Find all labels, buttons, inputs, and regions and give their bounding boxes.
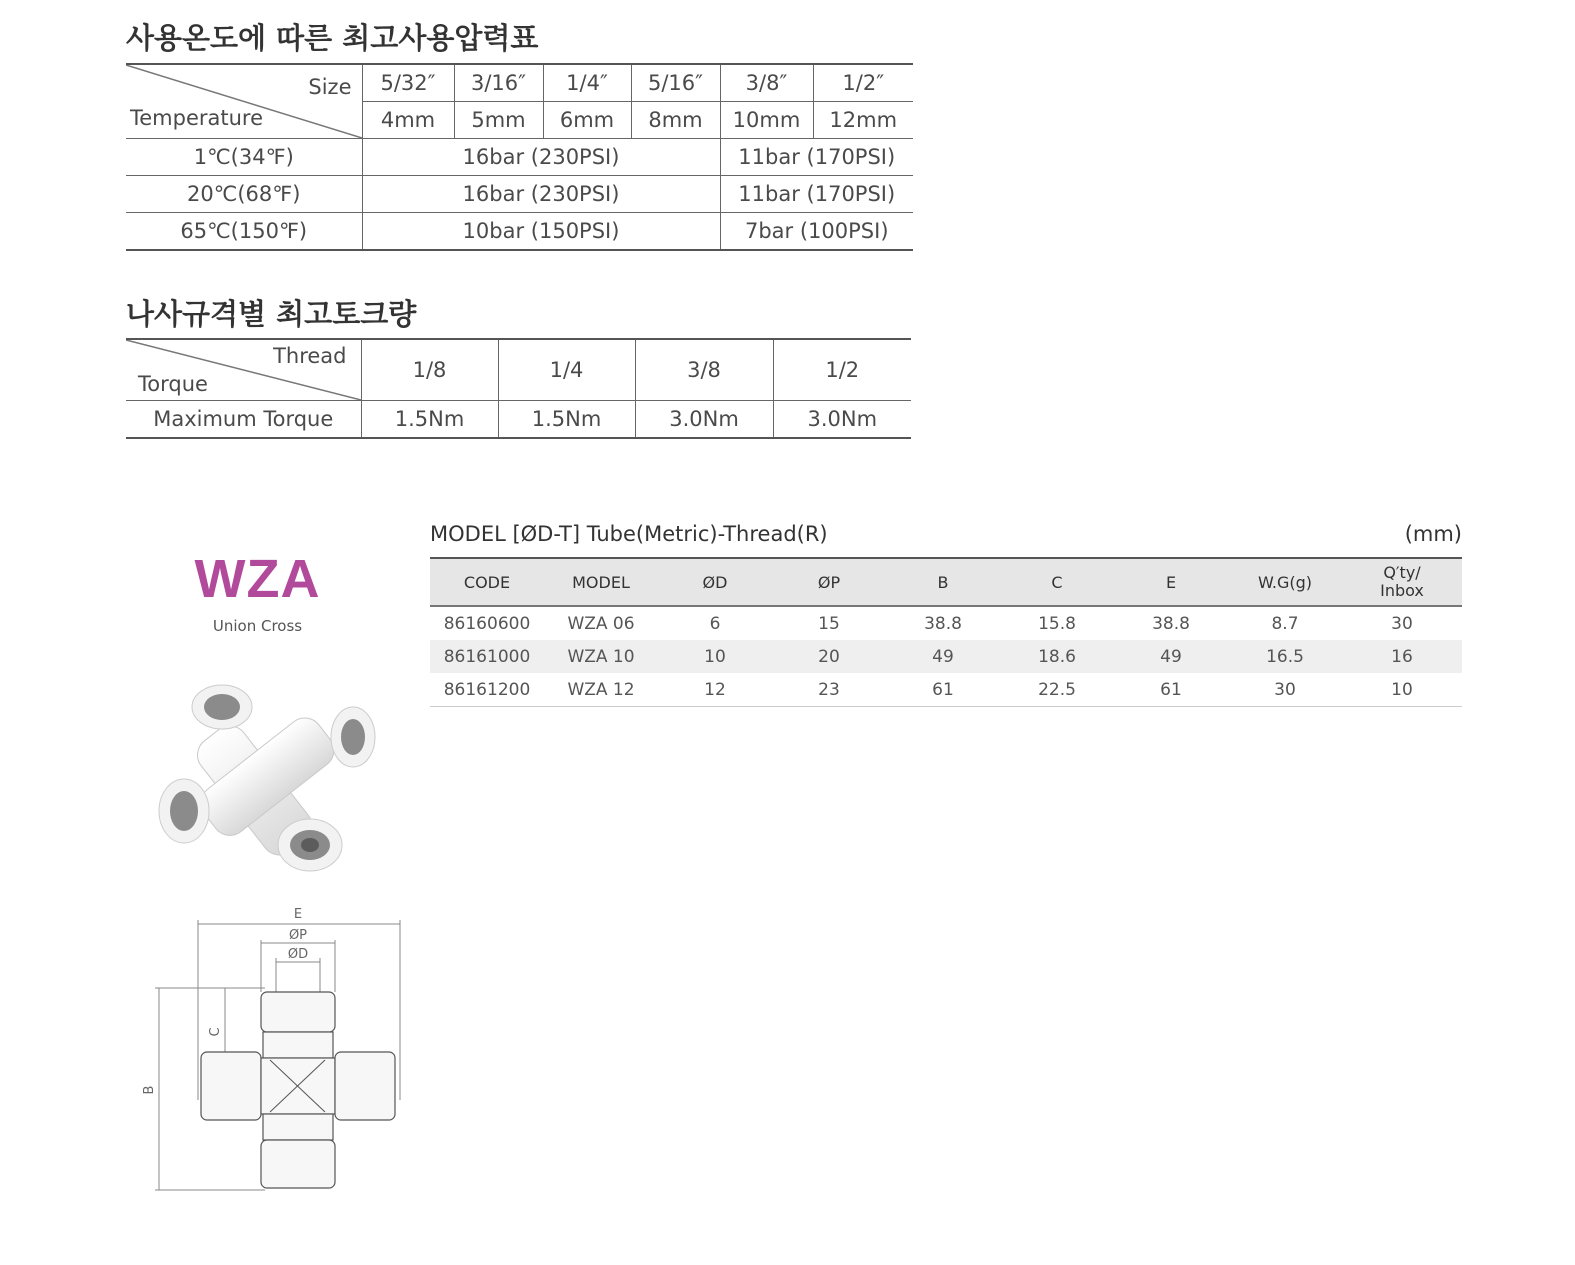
dim-d-label: ØD [287,947,309,962]
mm-size-cell: 10mm [720,102,813,139]
max-torque-label: Maximum Torque [126,401,361,439]
op-cell: 15 [818,613,840,634]
weight-cell: 16.5 [1228,640,1342,673]
qty-cell: 16 [1342,640,1462,673]
mm-size-cell: 6mm [543,102,631,139]
temperature-cell: 65℃(150℉) [126,213,362,251]
e-cell: 49 [1114,640,1228,673]
pressure-small-cell: 16bar (230PSI) [362,139,720,176]
table-row [430,673,1462,707]
model-caption: MODEL [ØD-T] Tube(Metric)-Thread(R) [430,522,828,546]
inch-size-cell: 1/2″ [813,64,913,102]
header-weight: W.G(g) [1228,558,1342,606]
code-cell: 86161000 [430,640,544,673]
c-cell: 18.6 [1000,640,1114,673]
spec-header-row [430,558,1462,606]
product-name: WZA [194,549,321,609]
torque-value-cell: 1.5Nm [361,401,498,439]
b-cell: 49 [886,640,1000,673]
torque-table-title: 나사규격별 최고토크량 [126,297,417,331]
weight-cell: 30 [1228,673,1342,707]
e-cell: 61 [1114,673,1228,707]
od-cell: 12 [658,673,772,707]
pressure-row [126,139,913,176]
header-model: MODEL [544,558,658,606]
mm-size-cell: 12mm [813,102,913,139]
pressure-corner-cell [126,64,362,139]
torque-corner-cell [126,339,361,401]
inch-size-cell: 5/16″ [631,64,720,102]
inch-size-cell: 5/32″ [362,64,454,102]
torque-value-cell: 1.5Nm [498,401,635,439]
model-cell: WZA 06 [567,613,635,634]
header-qty [1342,558,1462,606]
dim-p-label: ØP [288,928,308,943]
product-subtitle: Union Cross [212,617,303,635]
temperature-cell: 20℃(68℉) [126,176,362,213]
temperature-label: Temperature [130,106,264,130]
torque-label: Torque [138,372,208,396]
header-qty-line2: Inbox [1380,581,1424,600]
pressure-large-cell: 11bar (170PSI) [720,176,913,213]
pressure-table-title: 사용온도에 따른 최고사용압력표 [126,21,539,55]
pressure-small-cell: 16bar (230PSI) [362,176,720,213]
c-cell: 22.5 [1000,673,1114,707]
dim-b-label: B [142,1085,157,1095]
mm-size-cell: 8mm [631,102,720,139]
size-label: Size [308,75,352,99]
table-row [430,606,1462,640]
inch-size-cell: 1/4″ [543,64,631,102]
code-cell: 86161200 [430,673,544,707]
thread-cell: 3/8 [635,339,773,401]
torque-value-cell: 3.0Nm [773,401,911,439]
pressure-row [126,176,913,213]
dimension-drawing [135,900,415,1200]
od-cell: 6 [709,613,721,634]
thread-cell: 1/2 [773,339,911,401]
e-cell: 38.8 [1152,613,1190,634]
header-code: CODE [430,558,544,606]
header-op: ØP [772,558,886,606]
thread-cell: 1/8 [361,339,498,401]
thread-label: Thread [273,344,347,368]
thread-cell: 1/4 [498,339,635,401]
model-cell: WZA 10 [544,640,658,673]
op-cell: 20 [772,640,886,673]
union-cross-photo [150,675,385,880]
table-row [430,640,1462,673]
c-cell: 15.8 [1038,613,1076,634]
b-cell: 38.8 [924,613,962,634]
model-cell: WZA 12 [544,673,658,707]
od-cell: 10 [658,640,772,673]
qty-cell: 10 [1342,673,1462,707]
header-qty-line1: Q′ty/ [1383,563,1421,582]
qty-cell: 30 [1391,613,1413,634]
spec-table [430,557,1462,707]
pressure-row [126,213,913,251]
torque-value-cell: 3.0Nm [635,401,773,439]
dim-e-label: E [293,907,303,922]
pressure-large-cell: 11bar (170PSI) [720,139,913,176]
unit-caption: (mm) [1404,522,1462,546]
b-cell: 61 [886,673,1000,707]
code-cell: 86160600 [443,613,531,634]
mm-size-cell: 4mm [362,102,454,139]
op-cell: 23 [772,673,886,707]
header-od: ØD [658,558,772,606]
pressure-table [126,63,913,251]
inch-size-cell: 3/16″ [454,64,543,102]
torque-table [126,338,911,439]
temperature-cell: 1℃(34℉) [126,139,362,176]
inch-size-cell: 3/8″ [720,64,813,102]
pressure-large-cell: 7bar (100PSI) [720,213,913,251]
header-c: C [1000,558,1114,606]
weight-cell: 8.7 [1271,613,1299,634]
dim-c-label: C [208,1027,223,1037]
torque-row [126,401,911,439]
header-b: B [886,558,1000,606]
pressure-small-cell: 10bar (150PSI) [362,213,720,251]
header-e: E [1114,558,1228,606]
mm-size-cell: 5mm [454,102,543,139]
